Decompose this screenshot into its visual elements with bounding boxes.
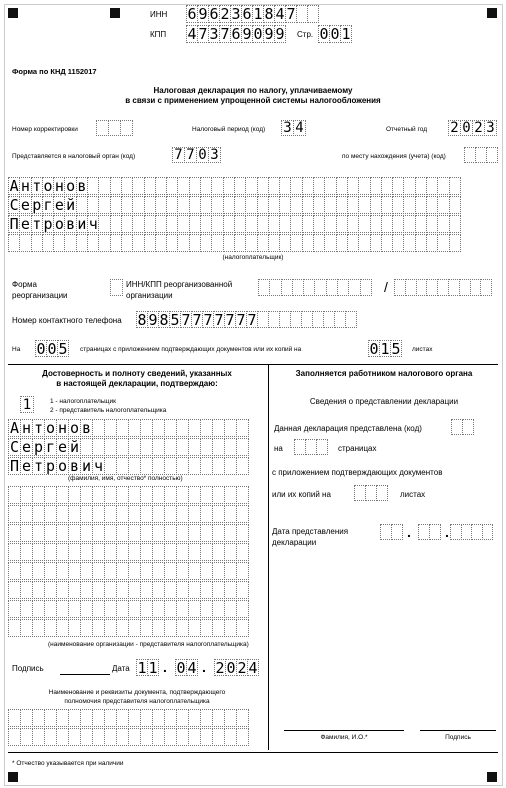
char-cell[interactable]: о bbox=[69, 419, 80, 437]
correction-cells[interactable] bbox=[96, 120, 132, 136]
footnote: * Отчество указывается при наличии bbox=[12, 760, 124, 767]
char-cell[interactable]: 7 bbox=[225, 310, 235, 329]
presented-label: Данная декларация представлена (код) bbox=[274, 424, 422, 433]
inn-label: ИНН bbox=[150, 10, 168, 19]
sheets-label: листах bbox=[400, 490, 426, 499]
phone-cells[interactable] bbox=[136, 311, 356, 328]
corner-marker-bottom-left bbox=[8, 772, 18, 782]
org-line-1[interactable] bbox=[8, 486, 248, 504]
char-cell[interactable] bbox=[449, 196, 461, 214]
signer-name-line-1[interactable] bbox=[8, 419, 248, 437]
org-line-5[interactable] bbox=[8, 562, 248, 580]
fio-caption: Фамилия, И.О.* bbox=[320, 734, 368, 741]
corner-marker-top-center bbox=[110, 8, 120, 18]
char-cell[interactable]: 7 bbox=[220, 25, 230, 43]
org-line-3[interactable] bbox=[8, 524, 248, 542]
char-cell[interactable]: е bbox=[57, 438, 68, 456]
char-cell[interactable]: 3 bbox=[281, 120, 294, 136]
char-cell[interactable]: 7 bbox=[184, 147, 197, 163]
char-cell[interactable]: в bbox=[77, 177, 87, 195]
title-line-1: Налоговая декларация по налогу, уплачиваемому bbox=[153, 86, 353, 95]
char-cell[interactable]: е bbox=[21, 457, 32, 475]
column-divider bbox=[268, 364, 269, 750]
char-cell[interactable]: 5 bbox=[391, 339, 401, 358]
char-cell[interactable]: 0 bbox=[460, 120, 473, 136]
on-label: на bbox=[274, 444, 283, 453]
char-cell[interactable]: 7 bbox=[236, 310, 246, 329]
phone-label: Номер контактного телефона bbox=[12, 316, 122, 325]
received-copies-cells[interactable] bbox=[354, 485, 387, 501]
signer-name-line-3[interactable] bbox=[8, 457, 248, 475]
char-cell[interactable]: 4 bbox=[187, 25, 197, 43]
char-cell[interactable] bbox=[376, 485, 388, 501]
docs-label: с приложением подтверждающих документов bbox=[272, 468, 443, 477]
taxpayer-caption: (налогоплательщик) bbox=[222, 254, 284, 261]
char-cell[interactable] bbox=[449, 215, 461, 233]
date-dot-1: . bbox=[163, 659, 167, 675]
char-cell[interactable]: ч bbox=[88, 215, 98, 233]
char-cell[interactable]: 1 bbox=[380, 339, 390, 358]
char-cell[interactable]: 5 bbox=[170, 310, 180, 329]
presented-code-cells[interactable] bbox=[451, 419, 473, 435]
char-cell[interactable]: 6 bbox=[242, 5, 252, 23]
char-cell[interactable]: в bbox=[81, 419, 92, 437]
char-cell[interactable] bbox=[236, 438, 249, 456]
char-cell[interactable]: и bbox=[81, 457, 92, 475]
char-cell[interactable]: 7 bbox=[203, 310, 213, 329]
char-cell[interactable] bbox=[360, 279, 372, 296]
date-month-cells[interactable] bbox=[175, 659, 197, 676]
char-cell[interactable]: 7 bbox=[214, 310, 224, 329]
signature-line[interactable] bbox=[60, 674, 110, 675]
kpp-label: КПП bbox=[150, 30, 167, 39]
form-code: Форма по КНД 1152017 bbox=[12, 67, 97, 76]
char-cell[interactable]: р bbox=[45, 457, 56, 475]
sign-label: Подпись bbox=[12, 664, 44, 673]
char-cell[interactable] bbox=[236, 600, 249, 618]
char-cell[interactable]: т bbox=[32, 177, 42, 195]
char-cell[interactable] bbox=[236, 709, 249, 727]
char-cell[interactable]: П bbox=[9, 215, 19, 233]
char-cell[interactable]: р bbox=[32, 196, 42, 214]
right-subheading: Сведения о представлении декларации bbox=[309, 397, 459, 406]
left-heading-2: в настоящей декларации, подтверждаю: bbox=[56, 379, 218, 388]
doc-line-2[interactable] bbox=[8, 728, 248, 746]
char-cell[interactable]: в bbox=[69, 457, 80, 475]
char-cell[interactable]: 6 bbox=[209, 5, 219, 23]
copies-label: или их копий на bbox=[272, 490, 331, 499]
reorg-form-cell[interactable] bbox=[110, 279, 122, 296]
reorg-inn-label-2: организации bbox=[126, 291, 173, 300]
reorg-inn-cells[interactable] bbox=[258, 279, 371, 296]
char-cell[interactable] bbox=[429, 524, 441, 540]
authority-cells[interactable] bbox=[172, 147, 220, 163]
char-cell[interactable]: р bbox=[33, 438, 44, 456]
sign-caption: Подпись bbox=[445, 734, 471, 741]
char-cell[interactable] bbox=[110, 279, 123, 296]
char-cell[interactable]: С bbox=[9, 438, 20, 456]
char-cell[interactable] bbox=[449, 177, 461, 195]
char-cell[interactable]: т bbox=[32, 215, 42, 233]
char-cell[interactable] bbox=[482, 524, 494, 540]
char-cell[interactable]: т bbox=[33, 457, 44, 475]
inn-cells[interactable] bbox=[186, 5, 318, 23]
pages-prefix: На bbox=[12, 346, 21, 353]
char-cell[interactable]: 9 bbox=[242, 25, 252, 43]
char-cell[interactable] bbox=[236, 419, 249, 437]
corner-marker-top-left bbox=[8, 8, 18, 18]
char-cell[interactable]: 2 bbox=[237, 658, 247, 677]
char-cell[interactable]: 0 bbox=[176, 658, 186, 677]
char-cell[interactable]: 7 bbox=[192, 310, 202, 329]
char-cell[interactable]: 3 bbox=[209, 25, 219, 43]
org-caption: (наименование организации - представителя налогоплательщика) bbox=[48, 641, 249, 648]
receipt-date-label-1: Дата представления bbox=[272, 527, 349, 536]
pages-count-cells[interactable] bbox=[35, 340, 68, 357]
char-cell[interactable]: 2 bbox=[215, 658, 225, 677]
reorg-form-label-1: Форма bbox=[12, 280, 37, 289]
tax-period-cells[interactable] bbox=[281, 120, 305, 136]
title-line-2: в связи с применением упрощенной системы налогообложения bbox=[125, 96, 381, 105]
char-cell[interactable]: 0 bbox=[196, 147, 209, 163]
char-cell[interactable]: о bbox=[54, 215, 64, 233]
pages-middle: страницах с приложением подтверждающих документов или их копий на bbox=[80, 346, 302, 353]
footnote-divider bbox=[8, 752, 498, 753]
char-cell[interactable]: 0 bbox=[330, 25, 340, 43]
char-cell[interactable] bbox=[236, 728, 249, 746]
char-cell[interactable]: р bbox=[43, 215, 53, 233]
char-cell[interactable]: 7 bbox=[198, 25, 208, 43]
authority-label: Представляется в налоговый орган (код) bbox=[12, 153, 136, 160]
char-cell[interactable] bbox=[236, 581, 249, 599]
char-cell[interactable]: в bbox=[66, 215, 76, 233]
doc-label-1: Наименование и реквизиты документа, подтверждающего bbox=[48, 689, 226, 696]
date-day-cells[interactable] bbox=[136, 659, 158, 676]
reorg-kpp-cells[interactable] bbox=[394, 279, 491, 296]
receipt-dot-1: . bbox=[407, 524, 411, 540]
section-divider bbox=[8, 364, 498, 365]
char-cell[interactable]: С bbox=[9, 196, 19, 214]
char-cell[interactable]: А bbox=[9, 419, 20, 437]
role-option-1: 1 - налогоплательщик bbox=[50, 398, 117, 405]
char-cell[interactable]: 9 bbox=[198, 5, 208, 23]
char-cell[interactable] bbox=[307, 5, 319, 23]
char-cell[interactable]: А bbox=[9, 177, 19, 195]
taxpayer-line-4[interactable] bbox=[8, 234, 460, 252]
kpp-cells[interactable] bbox=[186, 25, 285, 43]
char-cell[interactable]: 2 bbox=[220, 5, 230, 23]
char-cell[interactable]: 8 bbox=[137, 310, 147, 329]
char-cell[interactable]: 4 bbox=[248, 658, 258, 677]
date-dot-2: . bbox=[202, 659, 206, 675]
signer-name-line-2[interactable] bbox=[8, 438, 248, 456]
char-cell[interactable] bbox=[486, 147, 498, 163]
char-cell[interactable]: 1 bbox=[341, 25, 351, 43]
char-cell[interactable]: П bbox=[9, 457, 20, 475]
receipt-dot-2: . bbox=[445, 524, 449, 540]
char-cell[interactable]: о bbox=[66, 177, 76, 195]
right-heading: Заполняется работником налогового органа bbox=[295, 369, 473, 378]
taxpayer-line-2[interactable] bbox=[8, 196, 460, 214]
date-year-cells[interactable] bbox=[214, 659, 258, 676]
officer-fio-line[interactable] bbox=[284, 730, 404, 731]
char-cell[interactable]: 9 bbox=[148, 310, 158, 329]
receipt-date-label-2: декларации bbox=[272, 538, 317, 547]
char-cell[interactable]: н bbox=[54, 177, 64, 195]
page-label: Стр. bbox=[297, 30, 314, 39]
char-cell[interactable]: 1 bbox=[253, 5, 263, 23]
attachment-count-cells[interactable] bbox=[368, 340, 401, 357]
corner-marker-bottom-right bbox=[487, 772, 497, 782]
char-cell[interactable] bbox=[316, 439, 328, 455]
char-cell[interactable]: о bbox=[43, 177, 53, 195]
char-cell[interactable]: о bbox=[45, 419, 56, 437]
org-line-2[interactable] bbox=[8, 505, 248, 523]
char-cell[interactable]: г bbox=[43, 196, 53, 214]
doc-line-1[interactable] bbox=[8, 709, 248, 727]
taxpayer-line-1[interactable] bbox=[8, 177, 460, 195]
char-cell[interactable]: 4 bbox=[275, 5, 285, 23]
char-cell[interactable] bbox=[120, 120, 133, 136]
char-cell[interactable]: 6 bbox=[187, 5, 197, 23]
char-cell[interactable] bbox=[236, 619, 249, 637]
char-cell[interactable]: 9 bbox=[264, 25, 274, 43]
char-cell[interactable]: 7 bbox=[286, 5, 296, 23]
char-cell[interactable] bbox=[480, 279, 492, 296]
char-cell[interactable]: е bbox=[21, 438, 32, 456]
char-cell[interactable]: 5 bbox=[58, 339, 68, 358]
char-cell[interactable]: 0 bbox=[369, 339, 379, 358]
char-cell[interactable]: н bbox=[20, 177, 30, 195]
char-cell[interactable]: 7 bbox=[247, 310, 257, 329]
char-cell[interactable] bbox=[345, 311, 357, 328]
char-cell[interactable]: 8 bbox=[159, 310, 169, 329]
receipt-day-cells[interactable] bbox=[380, 524, 402, 540]
char-cell[interactable]: 0 bbox=[319, 25, 329, 43]
char-cell[interactable]: 3 bbox=[484, 120, 497, 136]
char-cell[interactable] bbox=[236, 562, 249, 580]
pages-word: страницах bbox=[338, 444, 377, 453]
org-line-8[interactable] bbox=[8, 619, 248, 637]
role-option-2: 2 - представитель налогоплательщика bbox=[50, 407, 167, 414]
char-cell[interactable]: 0 bbox=[226, 658, 236, 677]
char-cell[interactable]: и bbox=[77, 215, 87, 233]
char-cell[interactable]: е bbox=[20, 196, 30, 214]
char-cell[interactable]: 0 bbox=[253, 25, 263, 43]
signer-role-cell[interactable] bbox=[20, 396, 33, 413]
char-cell[interactable]: 4 bbox=[187, 658, 197, 677]
char-cell[interactable] bbox=[462, 419, 474, 435]
char-cell[interactable]: о bbox=[57, 457, 68, 475]
char-cell[interactable]: н bbox=[57, 419, 68, 437]
char-cell[interactable] bbox=[236, 457, 249, 475]
char-cell[interactable]: г bbox=[45, 438, 56, 456]
char-cell[interactable]: е bbox=[20, 215, 30, 233]
char-cell[interactable]: т bbox=[33, 419, 44, 437]
taxpayer-line-3[interactable] bbox=[8, 215, 460, 233]
date-label: Дата bbox=[112, 664, 130, 673]
pages-suffix: листах bbox=[412, 346, 433, 353]
left-heading-1: Достоверность и полноту сведений, указанных bbox=[42, 369, 232, 378]
correction-label: Номер корректировки bbox=[12, 126, 78, 133]
location-label: по месту нахождения (учета) (код) bbox=[342, 153, 446, 160]
char-cell[interactable]: 2 bbox=[472, 120, 485, 136]
char-cell[interactable]: 6 bbox=[231, 25, 241, 43]
org-line-4[interactable] bbox=[8, 543, 248, 561]
char-cell[interactable]: 0 bbox=[47, 339, 57, 358]
char-cell[interactable]: 3 bbox=[208, 147, 221, 163]
char-cell[interactable]: 4 bbox=[293, 120, 306, 136]
reorg-slash: / bbox=[384, 279, 388, 295]
char-cell[interactable]: й bbox=[66, 196, 76, 214]
char-cell[interactable] bbox=[391, 524, 403, 540]
received-pages-cells[interactable] bbox=[294, 439, 327, 455]
char-cell[interactable]: 1 bbox=[148, 658, 158, 677]
reorg-inn-label-1: ИНН/КПП реорганизованной bbox=[126, 280, 233, 289]
corner-marker-top-right bbox=[487, 8, 497, 18]
page-number-cells[interactable] bbox=[318, 25, 351, 43]
receipt-month-cells[interactable] bbox=[418, 524, 440, 540]
org-line-7[interactable] bbox=[8, 600, 248, 618]
char-cell[interactable]: 8 bbox=[264, 5, 274, 23]
char-cell[interactable] bbox=[236, 505, 249, 523]
officer-sign-line[interactable] bbox=[420, 730, 496, 731]
char-cell[interactable] bbox=[236, 486, 249, 504]
char-cell[interactable]: ч bbox=[93, 457, 104, 475]
char-cell[interactable]: 1 bbox=[20, 396, 34, 413]
receipt-year-cells[interactable] bbox=[450, 524, 492, 540]
char-cell[interactable] bbox=[236, 524, 249, 542]
reorg-form-label-2: реорганизации bbox=[12, 291, 68, 300]
char-cell[interactable]: 2 bbox=[448, 120, 461, 136]
location-cells[interactable] bbox=[464, 147, 497, 163]
char-cell[interactable]: 7 bbox=[172, 147, 185, 163]
org-line-6[interactable] bbox=[8, 581, 248, 599]
signer-name-caption: (фамилия, имя, отчество* полностью) bbox=[68, 475, 183, 482]
char-cell[interactable]: е bbox=[54, 196, 64, 214]
char-cell[interactable]: 9 bbox=[275, 25, 285, 43]
tax-period-label: Налоговый период (код) bbox=[192, 126, 266, 133]
doc-label-2: полномочия представителя налогоплательщика bbox=[64, 698, 210, 705]
char-cell[interactable]: 0 bbox=[36, 339, 46, 358]
char-cell[interactable] bbox=[236, 543, 249, 561]
year-label: Отчетный год bbox=[386, 126, 427, 133]
char-cell[interactable]: й bbox=[69, 438, 80, 456]
char-cell[interactable] bbox=[449, 234, 461, 252]
year-cells[interactable] bbox=[448, 120, 496, 136]
char-cell[interactable]: 3 bbox=[231, 5, 241, 23]
char-cell[interactable]: н bbox=[21, 419, 32, 437]
char-cell[interactable]: 1 bbox=[137, 658, 147, 677]
char-cell[interactable]: 7 bbox=[181, 310, 191, 329]
